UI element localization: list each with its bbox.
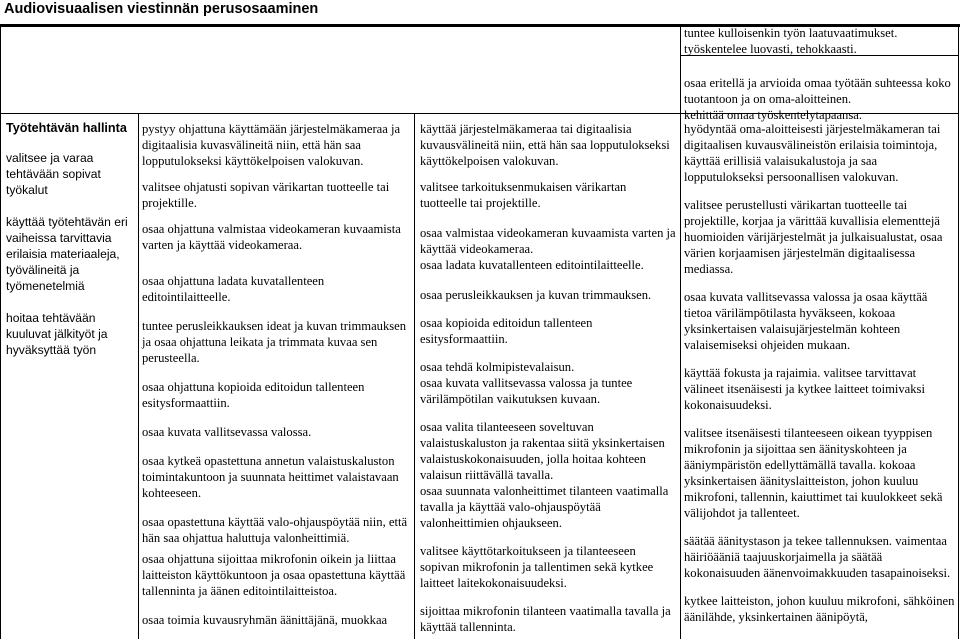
col2-paragraph: osaa ohjattuna valmistaa videokameran kuvaamista varten ja käyttää videokameraa. bbox=[142, 222, 401, 252]
col2-paragraph: osaa ohjattuna ladata kuvatallenteen editointilaitteelle. bbox=[142, 274, 325, 304]
col4-paragraph: valitsee perustellusti värikartan tuotteelle tai projektille, korjaa ja värittää kuvallisia elementtejä huomioiden värijärjestelmät ja julkaisualustat, osaa värien korjaamisen järjestelmän digitaalisessa mediassa. bbox=[684, 198, 943, 276]
table-border-col4 bbox=[680, 27, 681, 639]
col2-paragraph: osaa kytkeä opastettuna annetun valaistuskaluston toimintakuntoon ja suunnata heittimet valaistavaan kohteeseen. bbox=[142, 454, 399, 500]
col2-paragraph: osaa ohjattuna sijoittaa mikrofonin oikein ja liittaa laitteiston käyttökuntoon ja osaa opastettuna käyttää tallenninta ja äänen editointilaitteistoa. bbox=[142, 552, 406, 598]
table-border-left bbox=[0, 27, 1, 639]
col2-paragraph: pystyy ohjattuna käyttämään järjestelmäkameraa ja digitaalisia kuvasvälineitä niin, että hän saa lopputulokseksi käyttökelpoisen valokuvan. bbox=[142, 122, 401, 168]
col4-top-line: osaa eritellä ja arvioida omaa työtään suhteessa koko tuotantoon ja on oma-aloitteinen. bbox=[684, 76, 951, 106]
col2-paragraph: valitsee ohjatusti sopivan värikartan tuotteelle tai projektille. bbox=[142, 180, 390, 210]
col4-top-cell bbox=[684, 75, 956, 123]
col3-paragraph: osaa kopioida editoidun tallenteen esitysformaattiin. bbox=[420, 316, 593, 346]
col3-paragraph: sijoittaa mikrofonin tilanteen vaatimalla tavalla ja käyttää tallenninta. bbox=[420, 604, 671, 634]
col2-paragraph: osaa kuvata vallitsevassa valossa. bbox=[142, 425, 312, 439]
col4-cell bbox=[684, 121, 956, 635]
col3-paragraph: valitsee käyttötarkoitukseen ja tilanteeseen sopivan mikrofonin ja tallentimen sekä kytkee laitteet laitekokonaisuudeksi. bbox=[420, 544, 654, 590]
col3-paragraph: osaa ladata kuvatallenteen editointilaitteelle. bbox=[420, 258, 644, 272]
table-border-right bbox=[958, 27, 959, 639]
col1-title: Työtehtävän hallinta bbox=[6, 121, 127, 135]
col4-paragraph: hyödyntää oma-aloitteisesti järjestelmäkameran tai digitaalisen kuvausvälineistön erilaisia toimintoja, käyttää erillisiä valaisukalustoja ja saa lopputulokseksi persoonallisen valokuvan. bbox=[684, 122, 941, 184]
col3-cell bbox=[420, 121, 676, 639]
col3-paragraph: osaa tehdä kolmipistevalaisun. bbox=[420, 360, 575, 374]
top-right-line: tuntee kulloisenkin työn laatuvaatimukset. bbox=[684, 26, 898, 40]
col1-paragraph: käyttää työtehtävän eri vaiheissa tarvittavia erilaisia materiaaleja, työvälineitä ja työmenetelmiä bbox=[6, 214, 128, 294]
col3-paragraph: käyttää järjestelmäkameraa tai digitaalisia kuvausvälineitä niin, että hän saa lopputulokseksi käyttökelpoisen valokuvan. bbox=[420, 122, 670, 168]
col2-paragraph: osaa toimia kuvausryhmän äänittäjänä, muokkaa bbox=[142, 613, 388, 627]
top-right-line: työskentelee luovasti, tehokkaasti. bbox=[684, 42, 857, 56]
col4-top-line: kehittää omaa työskentelytapaansa. bbox=[684, 108, 862, 122]
col4-paragraph: säätää äänitystason ja tekee tallennuksen. vaimentaa häiriöääniä taajuuskorjaimella ja säätää kokonaisuuden äänenvoimakkuuden tasapainoiseksi. bbox=[684, 534, 951, 580]
col4-paragraph: käyttää fokusta ja rajaimia. valitsee tarvittavat välineet itsenäisesti ja kytkee laitteet toimivaksi kokonaisuudeksi. bbox=[684, 366, 925, 412]
col4-paragraph: osaa kuvata vallitsevassa valossa ja osaa käyttää tietoa värilämpötilasta hyväkseen, kokoaa yksinkertaisen valaisujärjestelmän kohteen valaisemiseksi ohjeiden mukaan. bbox=[684, 290, 928, 352]
col3-paragraph: valitsee tarkoituksenmukaisen värikartan tuotteelle tai projektille. bbox=[420, 180, 627, 210]
col3-paragraph: osaa suunnata valonheittimet tilanteen vaatimalla tavalla ja käyttää valo-ohjauspöytää valonheittimien ohjaukseen. bbox=[420, 484, 669, 530]
table-border-col2 bbox=[138, 114, 139, 639]
col3-paragraph: osaa perusleikkauksen ja kuvan trimmauksen. bbox=[420, 288, 652, 302]
col3-paragraph: osaa valmistaa videokameran kuvaamista varten ja käyttää videokameraa. bbox=[420, 226, 676, 256]
col3-paragraph: osaa kuvata vallitsevassa valossa ja tuntee värilämpötilan vaikutuksen kuvaan. bbox=[420, 376, 633, 406]
col2-cell bbox=[142, 121, 410, 638]
col2-paragraph: osaa ohjattuna kopioida editoidun tallenteen esitysformaattiin. bbox=[142, 380, 365, 410]
top-right-cell bbox=[684, 25, 956, 57]
col4-paragraph: kytkee laitteiston, johon kuuluu mikrofoni, sähköinen äänilähde, yksinkertainen äänipöytä, bbox=[684, 594, 955, 624]
col4-paragraph: valitsee itsenäisesti tilanteeseen oikean tyyppisen mikrofonin ja sijoittaa sen äänityskohteen ja ääniympäristön edellyttämällä tavalla. kokoaa yksinkertaisen äänityslaitteiston, johon kuuluu mikrofoni, tallennin, kaiuttimet tai kuulokkeet sekä välijohdot ja tallenteet. bbox=[684, 426, 943, 520]
col3-paragraph: osaa valita tilanteeseen soveltuvan valaistuskaluston ja rakentaa siitä yksinkertaisen valaistuskokonaisuuden, jolla hoitaa kohteen valaisun riittävällä tavalla. bbox=[420, 420, 665, 482]
col2-paragraph: osaa opastettuna käyttää valo-ohjauspöytää niin, että hän saa ohjattua haluttuja valonheittimiä. bbox=[142, 515, 408, 545]
table-border-col3 bbox=[414, 114, 415, 639]
col2-paragraph: tuntee perusleikkauksen ideat ja kuvan trimmauksen ja osaa ohjattuna leikata ja trimmata kuvaa sen perusteella. bbox=[142, 319, 407, 365]
col1-paragraph: hoitaa tehtävään kuuluvat jälkityöt ja hyväksyttää työn bbox=[6, 310, 108, 358]
page-heading: Audiovisuaalisen viestinnän perusosaaminen bbox=[4, 1, 319, 17]
col1-paragraph: valitsee ja varaa tehtävään sopivat työkalut bbox=[6, 151, 101, 198]
col1-cell bbox=[6, 120, 134, 373]
